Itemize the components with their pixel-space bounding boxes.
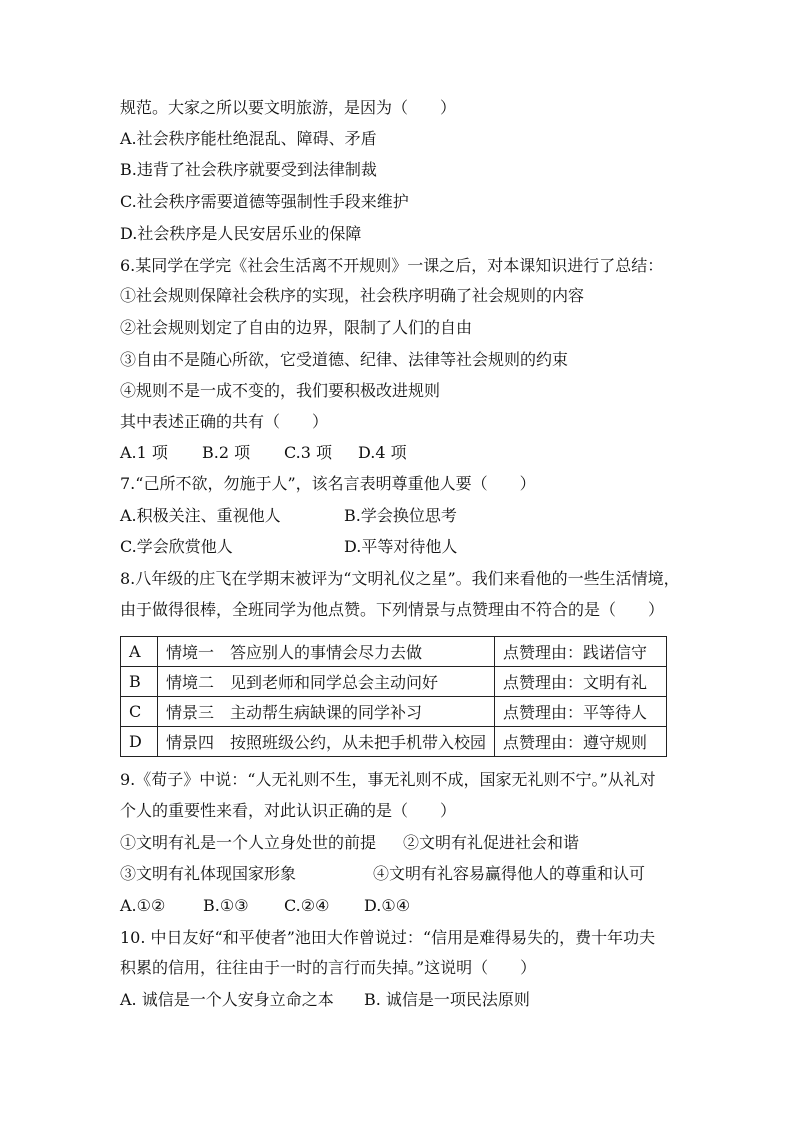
q6-option-b: B.2 项	[202, 443, 251, 462]
q7-option-d: D.平等对待他人	[344, 537, 458, 556]
q9-option-a: A.①②	[120, 896, 166, 915]
q8-scene: 情境一 答应别人的事情会尽力去做	[158, 637, 495, 667]
q8-reason: 点赞理由：遵守规则	[495, 727, 667, 757]
q8-option-label: C	[121, 697, 158, 727]
q8-option-label: D	[121, 727, 158, 757]
q7-option-a: A.积极关注、重视他人	[120, 506, 281, 525]
q8-reason: 点赞理由：文明有礼	[495, 667, 667, 697]
q9-statements-row-2	[120, 864, 645, 884]
table-row	[121, 637, 667, 667]
q10-stem-line-1: 10. 中日友好“和平使者”池田大作曾说过：“信用是难得易失的，费十年功夫	[120, 928, 656, 947]
q9-option-b: B.①③	[203, 896, 249, 915]
q10-stem-line-2: 积累的信用，往往由于一时的言行而失掉。”这说明（ ）	[120, 958, 537, 977]
q6-options	[120, 443, 407, 463]
q9-statement-4: ④文明有礼容易赢得他人的尊重和认可	[373, 864, 646, 883]
q8-option-label: B	[121, 667, 158, 697]
q7-stem: 7.“己所不欲，勿施于人”，该名言表明尊重他人要（ ）	[120, 474, 536, 493]
q6-statement-3: ③自由不是随心所欲，它受道德、纪律、法律等社会规则的约束	[120, 350, 569, 369]
q8-reason: 点赞理由：平等待人	[495, 697, 667, 727]
q6-stem: 6.某同学在学完《社会生活离不开规则》一课之后，对本课知识进行了总结：	[120, 256, 664, 275]
q8-reason: 点赞理由：践诺信守	[495, 637, 667, 667]
q5-option-d: D.社会秩序是人民安居乐业的保障	[120, 224, 362, 243]
q5-option-b: B.违背了社会秩序就要受到法律制裁	[120, 160, 377, 179]
q9-statement-2: ②文明有礼促进社会和谐	[403, 833, 580, 852]
q10-options	[120, 990, 530, 1010]
q6-statement-2: ②社会规则划定了自由的边界，限制了人们的自由	[120, 318, 473, 337]
q8-table	[120, 636, 667, 757]
q7-options-row-1	[120, 506, 457, 526]
q10-option-a: A. 诚信是一个人安身立命之本	[120, 990, 334, 1009]
q9-statement-1: ①文明有礼是一个人立身处世的前提	[120, 833, 377, 852]
q8-scene: 情景三 主动帮生病缺课的同学补习	[158, 697, 495, 727]
q8-stem-line-2: 由于做得很棒，全班同学为他点赞。下列情景与点赞理由不符合的是（ ）	[120, 600, 665, 619]
q8-scene: 情境二 见到老师和同学总会主动问好	[158, 667, 495, 697]
q9-option-d: D.①④	[364, 896, 411, 915]
q7-option-c: C.学会欣赏他人	[120, 537, 233, 556]
q9-stem-line-2: 个人的重要性来看，对此认识正确的是（ ）	[120, 801, 457, 820]
q5-option-a: A.社会秩序能杜绝混乱、障碍、矛盾	[120, 129, 377, 148]
q6-ask: 其中表述正确的共有（ ）	[120, 412, 329, 431]
q9-options	[120, 896, 410, 916]
q6-statement-1: ①社会规则保障社会秩序的实现，社会秩序明确了社会规则的内容	[120, 286, 585, 305]
table-row	[121, 727, 667, 757]
q5-stem: 规范。大家之所以要文明旅游，是因为（ ）	[120, 98, 457, 117]
q7-option-b: B.学会换位思考	[344, 506, 457, 525]
q5-option-c: C.社会秩序需要道德等强制性手段来维护	[120, 192, 409, 211]
q6-option-a: A.1 项	[120, 443, 168, 462]
q6-option-c: C.3 项	[284, 443, 333, 462]
q6-statement-4: ④规则不是一成不变的，我们要积极改进规则	[120, 381, 441, 400]
q9-stem-line-1: 9.《荀子》中说：“人无礼则不生，事无礼则不成，国家无礼则不宁。”从礼对	[120, 770, 656, 789]
q9-option-c: C.②④	[284, 896, 330, 915]
q8-scene: 情景四 按照班级公约，从未把手机带入校园	[158, 727, 495, 757]
table-row	[121, 697, 667, 727]
q9-statements-row-1	[120, 833, 579, 853]
q7-options-row-2	[120, 537, 457, 557]
q10-option-b: B. 诚信是一项民法原则	[364, 990, 530, 1009]
q8-option-label: A	[121, 637, 158, 667]
table-row	[121, 667, 667, 697]
q9-statement-3: ③文明有礼体现国家形象	[120, 864, 297, 883]
q6-option-d: D.4 项	[358, 443, 407, 462]
q8-stem-line-1: 8.八年级的庄飞在学期末被评为“文明礼仪之星”。我们来看他的一些生活情境，	[120, 569, 680, 588]
